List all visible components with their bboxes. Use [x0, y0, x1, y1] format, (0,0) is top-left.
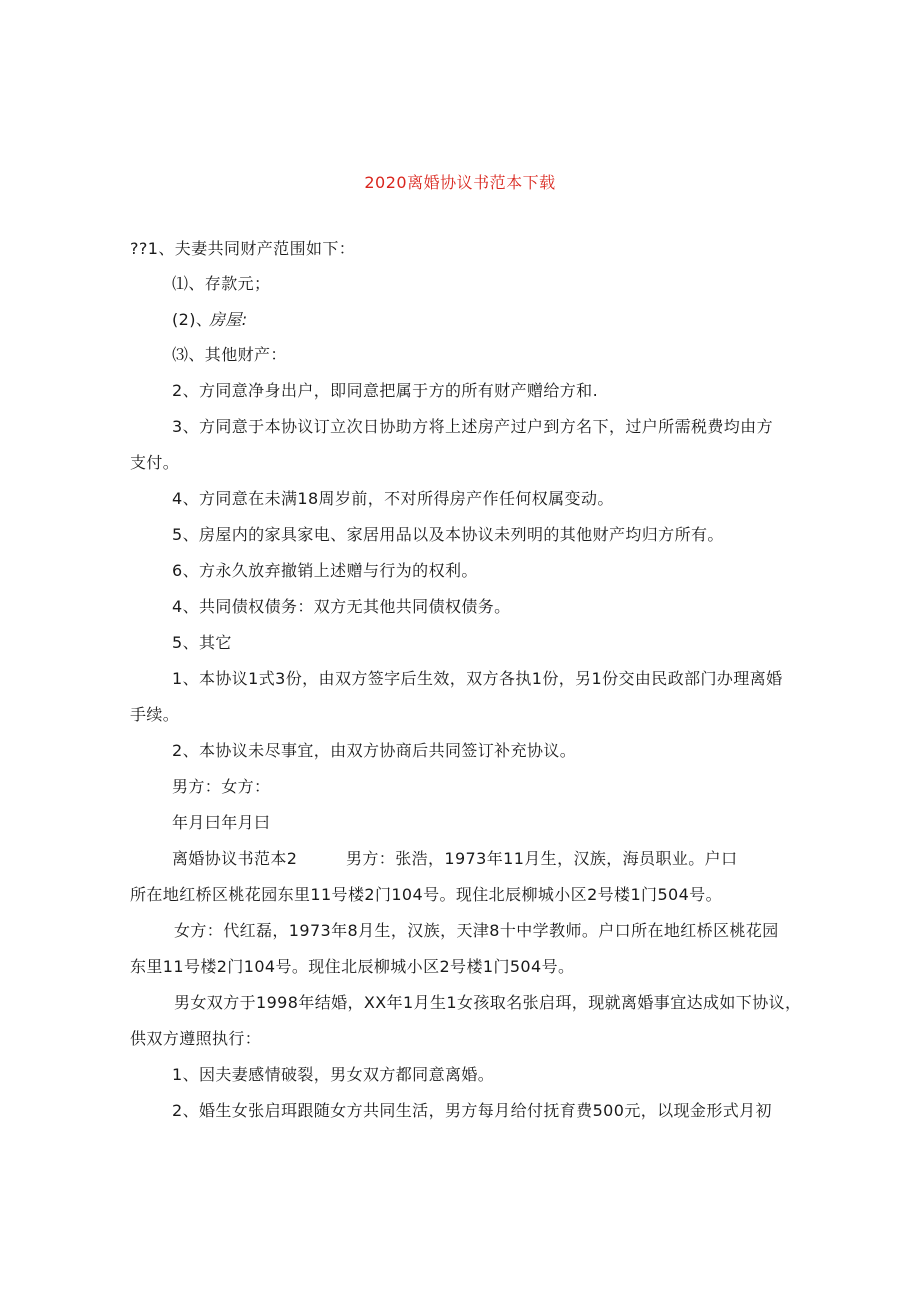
- clause-joint-property: ??1、夫妻共同财产范围如下：: [130, 239, 356, 258]
- clause-house-number: (2)、: [172, 310, 213, 329]
- clause-3-transfer-cont: 支付。: [130, 453, 180, 472]
- husband-address: 所在地红桥区桃花园东里11号楼2门104号。现住北辰柳城小区2号楼1门504号。: [130, 885, 722, 904]
- marriage-background-cont: 供双方遵照执行：: [130, 1029, 262, 1048]
- sample-2-heading: 离婚协议书范本2: [172, 849, 298, 868]
- clause-supplement: 2、本协议未尽事宜，由双方协商后共同签订补充协议。: [172, 741, 577, 760]
- clause-copies: 1、本协议1式3份，由双方签字后生效，双方各执1份，另1份交由民政部门办理离婚: [172, 669, 783, 688]
- marriage-background: 男女双方于1998年结婚，XX年1月生1女孩取名张启珥，现就离婚事宜达成如下协议，: [174, 993, 802, 1012]
- agreement-clause-1: 1、因夫妻感情破裂，男女双方都同意离婚。: [172, 1065, 495, 1084]
- clause-5-furniture: 5、房屋内的家具家电、家居用品以及本协议未列明的其他财产均归方所有。: [172, 525, 724, 544]
- signature-dates: 年月曰年月曰: [172, 813, 271, 832]
- clause-house-label: 房屋:: [209, 310, 248, 329]
- clause-copies-cont: 手续。: [130, 705, 180, 724]
- wife-address: 东里11号楼2门104号。现住北辰柳城小区2号楼1门504号。: [130, 957, 575, 976]
- wife-info: 女方：代红磊，1973年8月生，汉族，天津8十中学教师。户口所在地红桥区桃花园: [174, 921, 779, 940]
- clause-other-property: ⑶、其他财产：: [172, 345, 287, 364]
- document-title: 2020离婚协议书范本下载: [364, 173, 556, 192]
- agreement-clause-2: 2、婚生女张启珥跟随女方共同生活，男方每月给付抚育费500元，以现金形式月初: [172, 1101, 772, 1120]
- clause-3-transfer: 3、方同意于本协议订立次日协助方将上述房产过户到方名下，过户所需税费均由方: [172, 417, 773, 436]
- clause-other: 5、其它: [172, 633, 232, 652]
- clause-debts: 4、共同债权债务：双方无其他共同债权债务。: [172, 597, 511, 616]
- clause-4-no-change: 4、方同意在未满18周岁前，不对所得房产作任何权属变动。: [172, 489, 614, 508]
- clause-2-give-up-property: 2、方同意净身出户，即同意把属于方的所有财产赠给方和.: [172, 381, 599, 400]
- clause-deposits: ⑴、存款元；: [172, 274, 271, 293]
- signature-parties: 男方：女方：: [172, 777, 271, 796]
- clause-6-waiver: 6、方永久放弃撤销上述赠与行为的权利。: [172, 561, 478, 580]
- husband-info: 男方：张浩，1973年11月生，汉族，海员职业。户口: [346, 849, 738, 868]
